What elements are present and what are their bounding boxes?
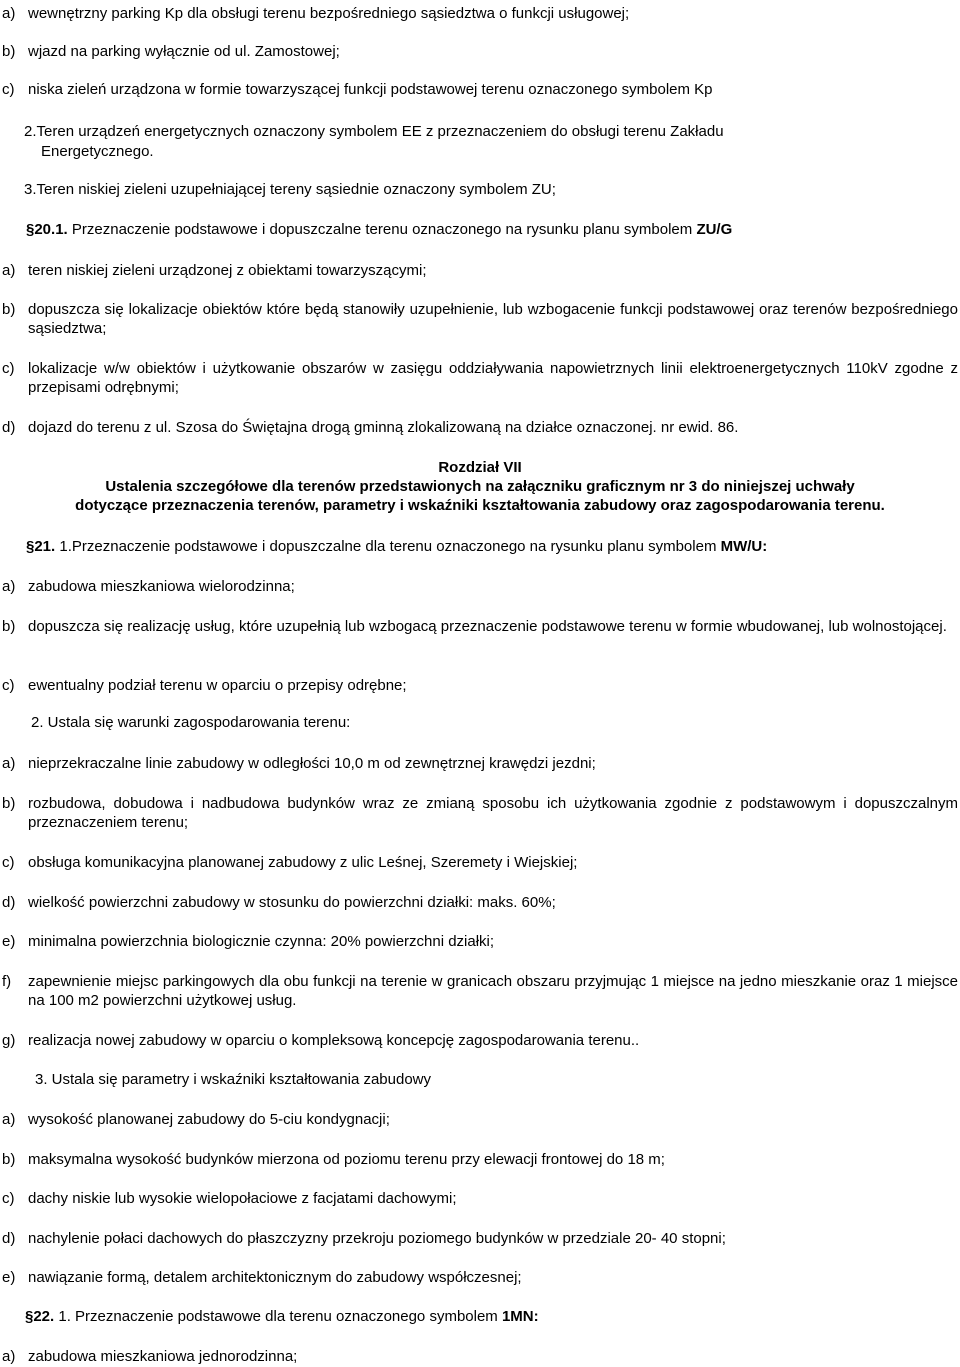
item-text: rozbudowa, dobudowa i nadbudowa budynków wraz ze zmianą sposobu ich użytkowania zgodnie z podstawowym i dopuszczalnym przeznaczeniem terenu; [28, 795, 958, 831]
item-label: a) [2, 755, 16, 772]
item-label: b) [2, 1151, 16, 1168]
item-label: c) [2, 1190, 15, 1207]
item-label: d) [2, 1230, 16, 1247]
item-label: b) [2, 618, 16, 635]
list-item [2, 1268, 958, 1287]
section-21-point-2: 2. Ustala się warunki zagospodarowania terenu: [31, 714, 351, 731]
item-label: a) [2, 1348, 16, 1365]
item-label: a) [2, 5, 16, 22]
item-text: wewnętrzny parking Kp dla obsługi terenu bezpośredniego sąsiedztwa o funkcji usługowej; [28, 5, 630, 22]
item-text: zapewnienie miejsc parkingowych dla obu funkcji na terenie w granicach obszaru przyjmując 1 miejsce na jedno mieszkanie oraz 1 miejsce na 100 m2 powierzchni użytkowej usług. [28, 973, 958, 1009]
point-2-line1: 2.Teren urządzeń energetycznych oznaczony symbolem EE z przeznaczeniem do obsługi terenu Zakładu [24, 123, 724, 140]
item-text: nawiązanie formą, detalem architektonicznym do zabudowy współczesnej; [28, 1269, 522, 1286]
chapter-subtitle-line1: Ustalenia szczegółowe dla terenów przedstawionych na załączniku graficznym nr 3 do niniejszej uchwały [105, 478, 855, 495]
item-label: e) [2, 1269, 16, 1286]
item-label: c) [2, 854, 15, 871]
section-21-symbol: MW/U: [720, 538, 768, 555]
item-text: dojazd do terenu z ul. Szosa do Świętajna drogą gminną zlokalizowaną na działce oznaczonej. nr ewid. 86. [28, 419, 739, 436]
section-22-header [25, 1308, 539, 1326]
item-text: dopuszcza się lokalizacje obiektów które będą stanowiły uzupełnienie, lub wzbogacenie funkcji podstawowej oraz terenów bezpośredniego sąsiedztwa; [28, 301, 958, 337]
section-21-text: 1.Przeznaczenie podstawowe i dopuszczalne dla terenu oznaczonego na rysunku planu symbolem [55, 538, 721, 555]
item-text: dopuszcza się realizację usług, które uzupełnią lub wzbogacą przeznaczenie podstawowe terenu w formie wbudowanej, lub wolnostojącej. [28, 618, 947, 635]
point-2-line2: Energetycznego. [41, 143, 154, 160]
section-20-number: §20.1. [26, 221, 68, 238]
list-item [2, 794, 958, 832]
chapter-title: Rozdział VII [438, 459, 522, 476]
item-text: maksymalna wysokość budynków mierzona od poziomu terenu przy elewacji frontowej do 18 m; [28, 1151, 665, 1168]
section-20-symbol: ZU/G [696, 221, 733, 238]
item-text: minimalna powierzchnia biologicznie czynna: 20% powierzchni działki; [28, 933, 495, 950]
section-22-text: 1. Przeznaczenie podstawowe dla terenu oznaczonego symbolem [54, 1308, 502, 1325]
list-item [2, 754, 958, 773]
section-20-header [26, 221, 732, 239]
item-text: nachylenie połaci dachowych do płaszczyzny przekroju poziomego budynków w przedziale 20- 40 stopni; [28, 1230, 726, 1247]
item-text: ewentualny podział terenu w oparciu o przepisy odrębne; [28, 677, 407, 694]
list-item [2, 300, 958, 338]
list-item [2, 418, 958, 437]
list-item [2, 4, 958, 23]
list-item [2, 932, 958, 951]
item-label: g) [2, 1032, 16, 1049]
item-label: b) [2, 795, 16, 812]
item-label: a) [2, 578, 16, 595]
item-label: d) [2, 419, 16, 436]
item-text: obsługa komunikacyjna planowanej zabudowy z ulic Leśnej, Szeremety i Wiejskiej; [28, 854, 578, 871]
section-21-header [26, 538, 767, 556]
item-text: teren niskiej zieleni urządzonej z obiektami towarzyszącymi; [28, 262, 427, 279]
section-22-symbol: 1MN: [501, 1308, 539, 1325]
chapter-subtitle-line2: dotyczące przeznaczenia terenów, parametry i wskaźniki kształtowania zabudowy oraz zagospodarowania terenu. [75, 497, 885, 514]
section-20-text: Przeznaczenie podstawowe i dopuszczalne terenu oznaczonego na rysunku planu symbolem [67, 221, 697, 238]
list-item [2, 261, 958, 280]
item-text: zabudowa mieszkaniowa wielorodzinna; [28, 578, 295, 595]
item-label: c) [2, 360, 15, 377]
item-label: a) [2, 1111, 16, 1128]
item-label: b) [2, 43, 16, 60]
list-item [2, 1189, 958, 1208]
item-text: realizacja nowej zabudowy w oparciu o kompleksową koncepcję zagospodarowania terenu.. [28, 1032, 640, 1049]
item-label: f) [2, 973, 12, 990]
item-text: dachy niskie lub wysokie wielopołaciowe z facjatami dachowymi; [28, 1190, 457, 1207]
item-text: nieprzekraczalne linie zabudowy w odległości 10,0 m od zewnętrznej krawędzi jezdni; [28, 755, 596, 772]
list-item [2, 1110, 958, 1129]
item-label: b) [2, 301, 16, 318]
list-item [2, 972, 958, 1010]
list-item [2, 1150, 958, 1169]
list-item [2, 893, 958, 912]
list-item [2, 1347, 958, 1366]
point-3: 3.Teren niskiej zieleni uzupełniającej tereny sąsiednie oznaczony symbolem ZU; [24, 181, 556, 198]
list-item [2, 676, 958, 695]
section-21-point-3: 3. Ustala się parametry i wskaźniki kształtowania zabudowy [35, 1071, 431, 1088]
list-item [2, 617, 958, 636]
list-item [2, 577, 958, 596]
item-label: e) [2, 933, 16, 950]
item-label: a) [2, 262, 16, 279]
item-label: c) [2, 677, 15, 694]
item-label: c) [2, 81, 15, 98]
section-21-number: §21. [26, 538, 56, 555]
list-item [2, 80, 958, 99]
item-text: wielkość powierzchni zabudowy w stosunku do powierzchni działki: maks. 60%; [28, 894, 556, 911]
item-text: wjazd na parking wyłącznie od ul. Zamostowej; [28, 43, 340, 60]
item-text: niska zieleń urządzona w formie towarzyszącej funkcji podstawowej terenu oznaczonego symbolem Kp [28, 81, 713, 98]
item-text: wysokość planowanej zabudowy do 5-ciu kondygnacji; [28, 1111, 390, 1128]
list-item [2, 42, 958, 61]
item-text: zabudowa mieszkaniowa jednorodzinna; [28, 1348, 298, 1365]
section-22-number: §22. [25, 1308, 55, 1325]
list-item [2, 1229, 958, 1248]
item-text: lokalizacje w/w obiektów i użytkowanie obszarów w zasięgu oddziaływania napowietrznych linii elektroenergetycznych 110kV zgodne z przepisami odrębnymi; [28, 360, 958, 396]
item-label: d) [2, 894, 16, 911]
list-item [2, 853, 958, 872]
list-item [2, 359, 958, 397]
list-item [2, 1031, 958, 1050]
